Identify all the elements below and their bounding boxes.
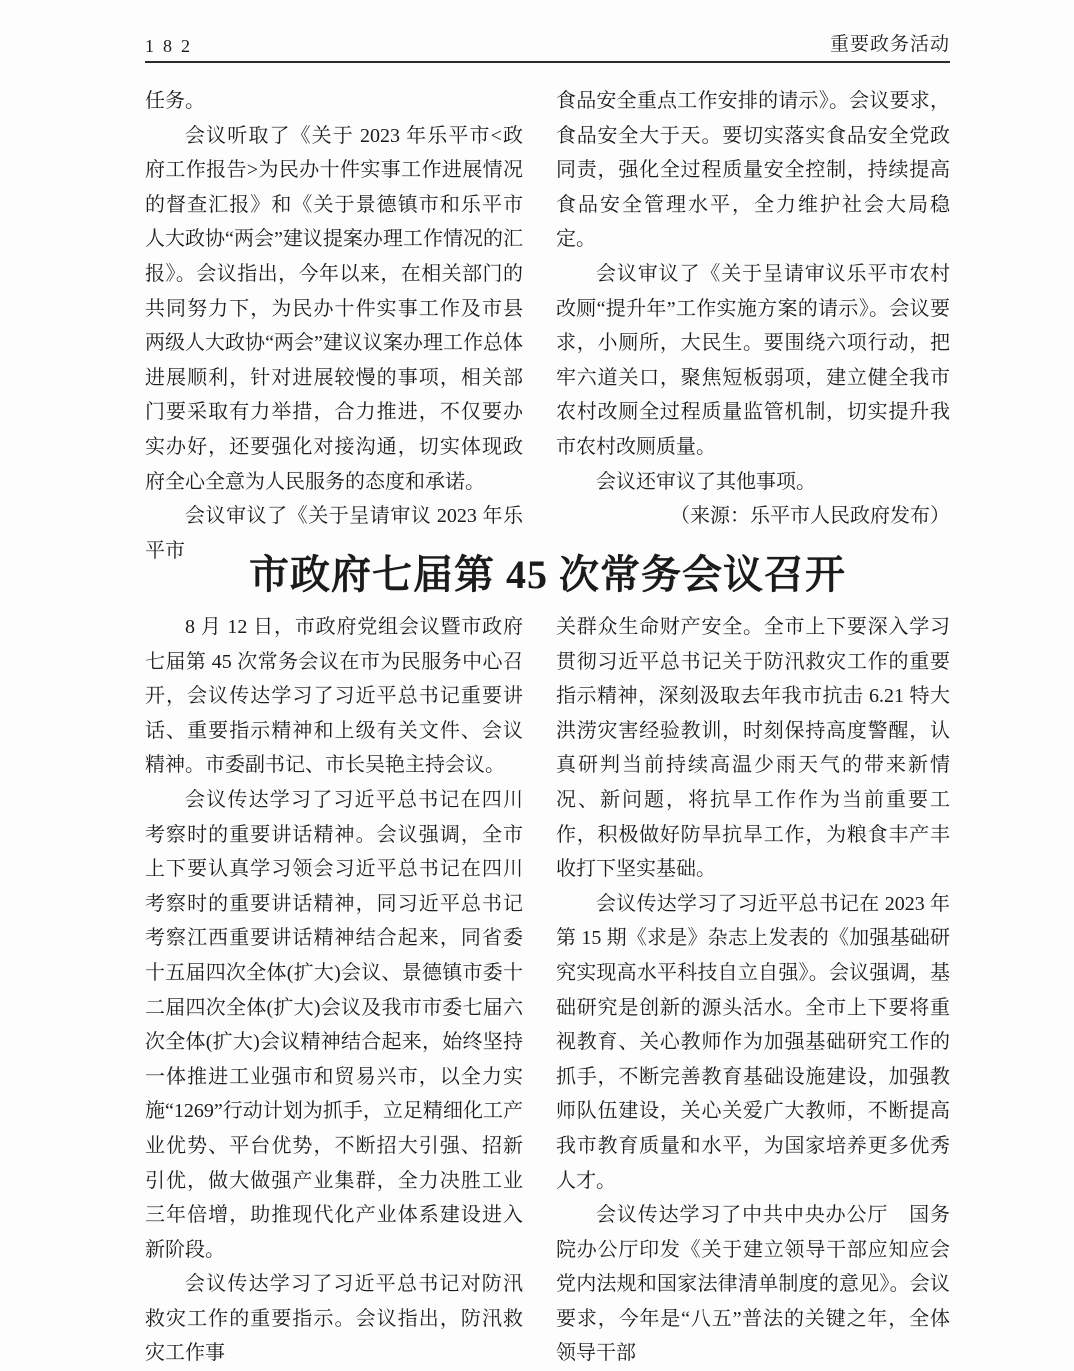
paragraph: 食品安全重点工作安排的请示》。会议要求，食品安全大于天。要切实落实食品安全党政同责，强化全过程质量安全控制，持续提高食品安全管理水平，全力维护社会大局稳定。 (556, 90, 950, 251)
paragraph: 任务。 (145, 90, 205, 112)
top-article-left-column (145, 84, 523, 568)
paragraph: 会议传达学习了习近平总书记在 2023 年第 15 期《求是》杂志上发表的《加强基础研究实现高水平科技自立自强》。会议强调，基础研究是创新的源头活水。全市上下要将重视教育、关心教师作为加强基础研究工作的抓手，不断完善教育基础设施建设，加强教师队伍建设，关心关爱广大教师，不断提高我市教育质量和水平，为国家培养更多优秀人才。 (556, 892, 950, 1192)
bottom-article-right-column (556, 610, 950, 1371)
page-number: 182 (145, 36, 199, 56)
article-headline: 市政府七届第 45 次常务会议召开 (249, 551, 846, 597)
top-article-right-column (556, 84, 950, 568)
running-head (145, 34, 950, 63)
paragraph: 关群众生命财产安全。全市上下要深入学习贯彻习近平总书记关于防汛救灾工作的重要指示精神，深刻汲取去年我市抗击 6.21 特大洪涝灾害经验教训，时刻保持高度警醒，认真研判当前持续高温少雨天气的带来新情况、新问题，将抗旱工作作为当前重要工作，积极做好防旱抗旱工作，为粮食丰产丰收打下坚实基础。 (556, 616, 950, 881)
paragraph: 会议审议了《关于呈请审议 2023 年乐平市 (145, 505, 523, 562)
paragraph: 8 月 12 日，市政府党组会议暨市政府七届第 45 次常务会议在市为民服务中心召开，会议传达学习了习近平总书记重要讲话、重要指示精神和上级有关文件、会议精神。市委副书记、市长吴艳主持会议。 (145, 616, 523, 777)
paragraph: 会议传达学习了习近平总书记对防汛救灾工作的重要指示。会议指出，防汛救灾工作事 (145, 1273, 523, 1365)
bottom-article-left-column (145, 610, 523, 1371)
top-article (145, 84, 950, 568)
paragraph: 会议还审议了其他事项。 (596, 470, 816, 493)
paragraph: 会议听取了《关于 2023 年乐平市<政府工作报告>为民办十件实事工作进展情况的督查汇报》和《关于景德镇市和乐平市人大政协“两会”建议提案办理工作情况的汇报》。会议指出，今年以来，在相关部门的共同努力下，为民办十件实事工作及市县两级人大政协“两会”建议议案办理工作总体进展顺利，针对进展较慢的事项，相关部门要采取有力举措，合力推进，不仅要办实办好，还要强化对接沟通，切实体现政府全心全意为人民服务的态度和承诺。 (145, 124, 523, 493)
paragraph: 会议审议了《关于呈请审议乐平市农村改厕“提升年”工作实施方案的请示》。会议要求，小厕所，大民生。要围绕六项行动，把牢六道关口，聚焦短板弱项，建立健全我市农村改厕全过程质量监管机制，切实提升我市农村改厕质量。 (556, 262, 950, 458)
paragraph: 会议传达学习了习近平总书记在四川考察时的重要讲话精神。会议强调，全市上下要认真学习领会习近平总书记在四川考察时的重要讲话精神，同习近平总书记考察江西重要讲话精神结合起来，同省委十五届四次全体(扩大)会议、景德镇市委十二届四次全体(扩大)会议及我市市委七届六次全体(扩大)会议精神结合起来，始终坚持一体推进工业强市和贸易兴市，以全力实施“1269”行动计划为抓手，立足精细化工产业优势、平台优势，不断招大引强、招新引优，做大做强产业集群，全力决胜工业三年倍增，助推现代化产业体系建设进入新阶段。 (145, 788, 523, 1261)
bottom-article (145, 610, 950, 1371)
section-title: 重要政务活动 (829, 34, 950, 55)
paragraph: 会议传达学习了中共中央办公厅 国务院办公厅印发《关于建立领导干部应知应会党内法规和国家法律清单制度的意见》。会议要求，今年是“八五”普法的关键之年，全体领导干部 (556, 1204, 950, 1365)
paragraph: （来源：乐平市人民政府发布） (670, 505, 950, 528)
